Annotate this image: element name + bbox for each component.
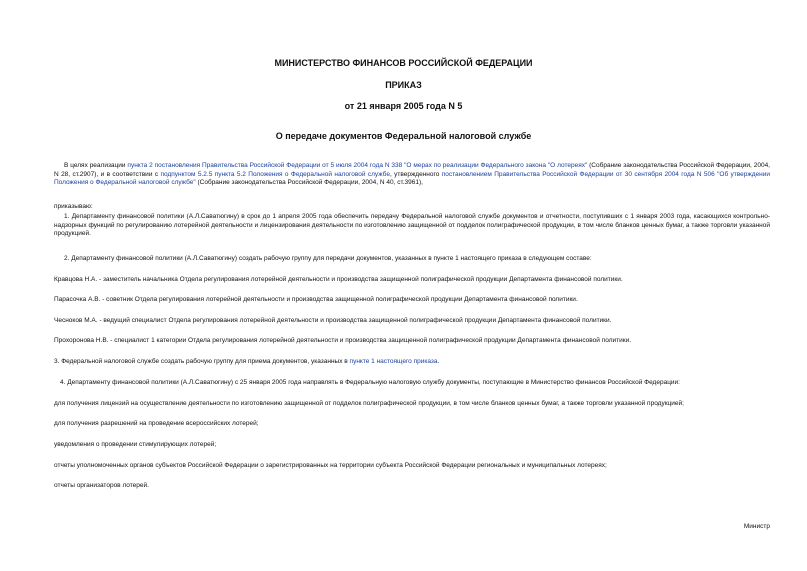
item-3-paragraph [54,358,770,367]
item-4-subitem-4: отчеты уполномоченных органов субъектов Российской Федерации о зарегистрированных на территории субъекта Российской Федерации региональных и муниципальных лотереях; [54,462,607,469]
order-word: приказываю: [54,203,93,210]
item-4-subitem-2: для получения разрешений на проведение всероссийских лотерей; [54,420,259,427]
preamble-link-subclause-525[interactable]: подпунктом 5.2.5 пункта 5.2 Положения о Федеральной налоговой службе [160,170,390,178]
group-member-2: Парасочка А.В. - советник Отдела регулирования лотерейной деятельности и производства защищенной полиграфической продукции Департамента финансовой политики. [54,296,578,303]
ministry-heading: МИНИСТЕРСТВО ФИНАНСОВ РОССИЙСКОЙ ФЕДЕРАЦИИ [274,58,533,68]
group-member-1: Кравцова Н.А. - заместитель начальника Отдела регулирования лотерейной деятельности и производства защищенной полиграфической продукции Департамента финансовой политики. [54,276,623,283]
date-number-heading: от 21 января 2005 года N 5 [344,101,463,111]
item-4-subitem-1: для получения лицензий на осуществление деятельности по изготовлению защищенной от подделок полиграфической продукции, в том числе бланков ценных бумаг, а также торговли указанной продукцией; [54,400,684,407]
item-1-paragraph: 1. Департаменту финансовой политики (А.Л.Саватюгину) в срок до 1 апреля 2005 года обеспечить передачу Федеральной налоговой службе документов и отчетности, поступивших с 1 января 2003 года, касающихся контрольно-надзорных функций по регулированию лотерейной деятельности и лицензирования деятельности по изготовлению защищенной от подделок полиграфической продукции, в том числе бланков ценных бумаг, а также торговли указанной продукцией. [54,213,770,237]
preamble-link-resolution-506[interactable]: постановлением Правительства Российской Федерации от 30 сентября 2004 года N 506 "Об утверждении Положения о Федеральной налоговой службе" [54,170,770,186]
item-2-paragraph: 2. Департаменту финансовой политики (А.Л.Саватюгину) создать рабочую группу для передачи документов, указанных в пункте 1 настоящего приказа в следующем составе: [64,255,592,262]
group-member-3: Чесноков М.А. - ведущий специалист Отдела регулирования лотерейной деятельности и производства защищенной полиграфической продукции Департамента финансовой политики. [54,317,612,324]
item-4-subitem-5: отчеты организаторов лотерей. [54,482,149,489]
preamble-text-4: (Собрание законодательства Российской Федерации, 2004, N 40, ст.3961), [195,179,423,186]
group-member-4: Прохоронова Н.В. - специалист 1 категории Отдела регулирования лотерейной деятельности и производства защищенной полиграфической продукции Департамента финансовой политики. [54,337,632,344]
item-3-link-clause-1[interactable]: пункте 1 настоящего приказа [349,358,438,365]
signature-label: Министр [743,523,770,530]
document-title: О передаче документов Федеральной налоговой службе [275,131,532,141]
preamble-paragraph [54,162,770,188]
item-4-subitem-3: уведомления о проведении стимулирующих лотерей; [54,441,217,448]
preamble-text-2: (Собрание законодательства Российской Федерации, 2004, N 28, ст.2907), и в соответствии с [54,162,770,178]
item-3-text: 3. Федеральной налоговой службе создать рабочую группу для приема документов, указанных в [54,358,350,365]
doc-type-heading: ПРИКАЗ [385,80,422,90]
preamble-text-1: В целях реализации [64,162,128,169]
item-3-end: . [437,358,440,365]
item-4-paragraph: 4. Департаменту финансовой политики (А.Л.Саватюгину) с 25 января 2005 года направлять в Федеральную налоговую службу документы, поступающие в Министерство финансов Российской Федерации: [60,379,680,386]
preamble-text-3: , утвержденного [389,170,442,178]
preamble-link-resolution-338[interactable]: пункта 2 постановления Правительства Российской Федерации от 5 июля 2004 года N 338 "О мерах по реализации Федерального закона "О лотереях" [127,162,588,169]
